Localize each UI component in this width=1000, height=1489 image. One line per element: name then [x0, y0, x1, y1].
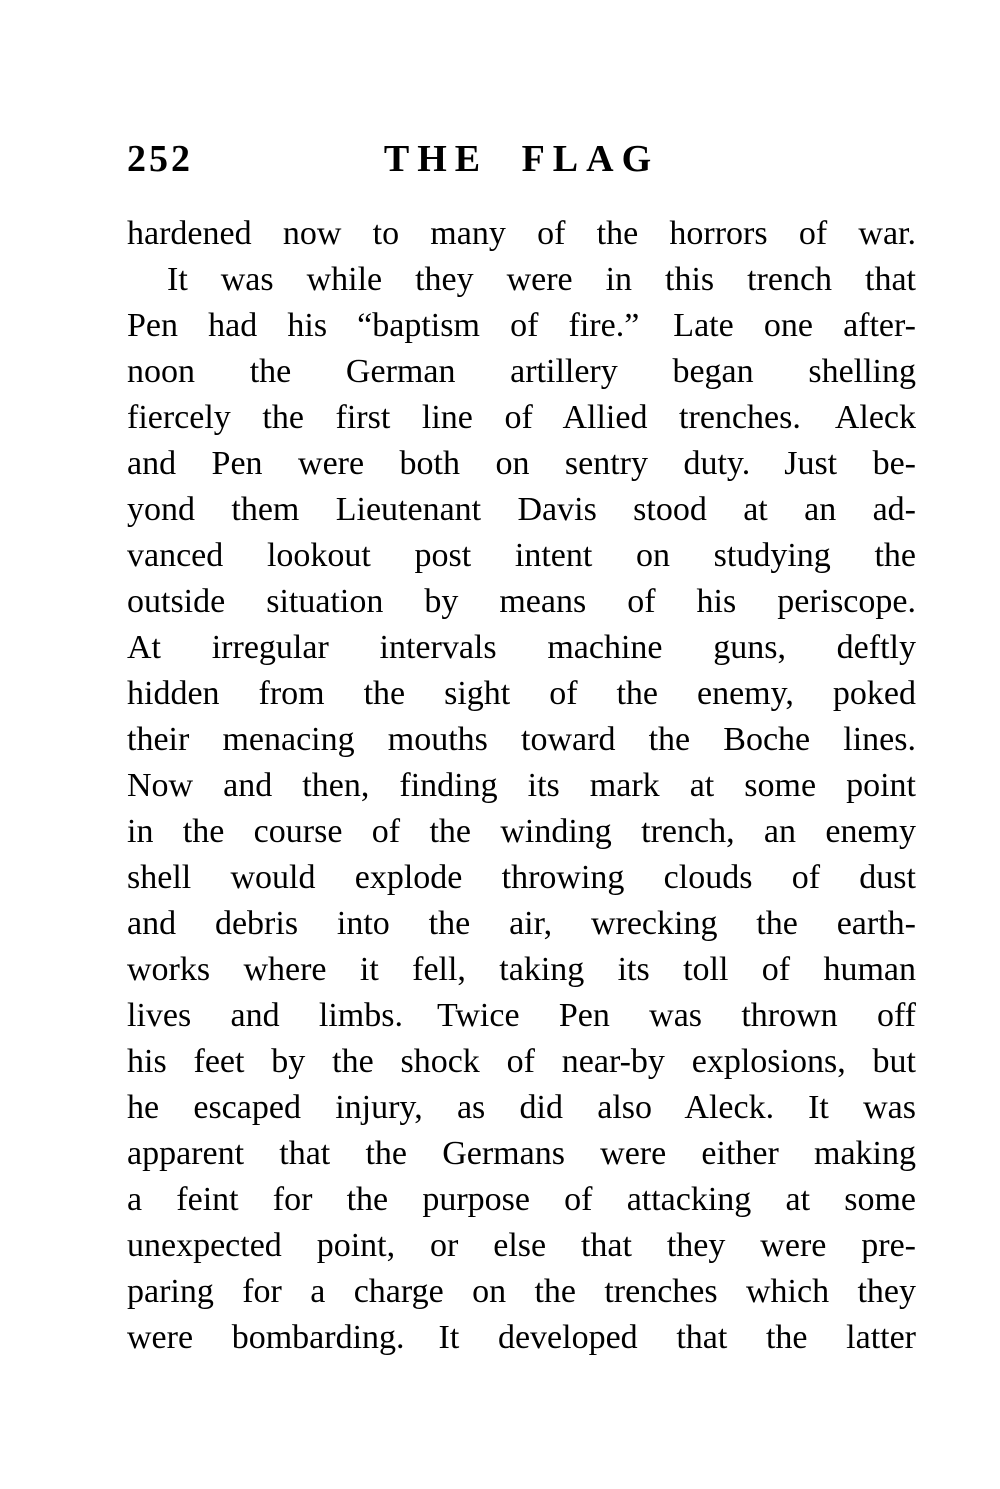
text-line: lives and limbs. Twice Pen was thrown off — [127, 997, 916, 1034]
text-line: his feet by the shock of near-by explosions, but — [127, 1043, 916, 1080]
text-line: were bombarding. It developed that the latter — [127, 1319, 916, 1356]
text-line: outside situation by means of his periscope. — [127, 583, 916, 620]
text-line: At irregular intervals machine guns, deftly — [127, 629, 916, 666]
text-line: yond them Lieutenant Davis stood at an ad- — [127, 491, 916, 528]
text-line: Now and then, finding its mark at some point — [127, 767, 916, 804]
text-line: unexpected point, or else that they were pre- — [127, 1227, 916, 1264]
page-number: 252 — [127, 138, 193, 180]
page-header — [127, 138, 916, 180]
text-line: Pen had his “baptism of fire.” Late one after- — [127, 307, 916, 344]
page-body — [127, 211, 916, 1361]
text-line: works where it fell, taking its toll of human — [127, 951, 916, 988]
text-line: noon the German artillery began shelling — [127, 353, 916, 390]
text-line: in the course of the winding trench, an enemy — [127, 813, 916, 850]
text-line: shell would explode throwing clouds of dust — [127, 859, 916, 896]
text-line: fiercely the first line of Allied trenches. Aleck — [127, 399, 916, 436]
text-line: and debris into the air, wrecking the earth- — [127, 905, 916, 942]
text-line: their menacing mouths toward the Boche lines. — [127, 721, 916, 758]
text-line: a feint for the purpose of attacking at some — [127, 1181, 916, 1218]
text-line: vanced lookout post intent on studying the — [127, 537, 916, 574]
text-line: hardened now to many of the horrors of war. — [127, 215, 916, 252]
text-line: paring for a charge on the trenches which they — [127, 1273, 916, 1310]
text-line: It was while they were in this trench that — [167, 261, 916, 298]
text-line: he escaped injury, as did also Aleck. It was — [127, 1089, 916, 1126]
text-line: hidden from the sight of the enemy, poked — [127, 675, 916, 712]
running-title: THE FLAG — [383, 138, 660, 180]
text-line: and Pen were both on sentry duty. Just be- — [127, 445, 916, 482]
text-line: apparent that the Germans were either making — [127, 1135, 916, 1172]
